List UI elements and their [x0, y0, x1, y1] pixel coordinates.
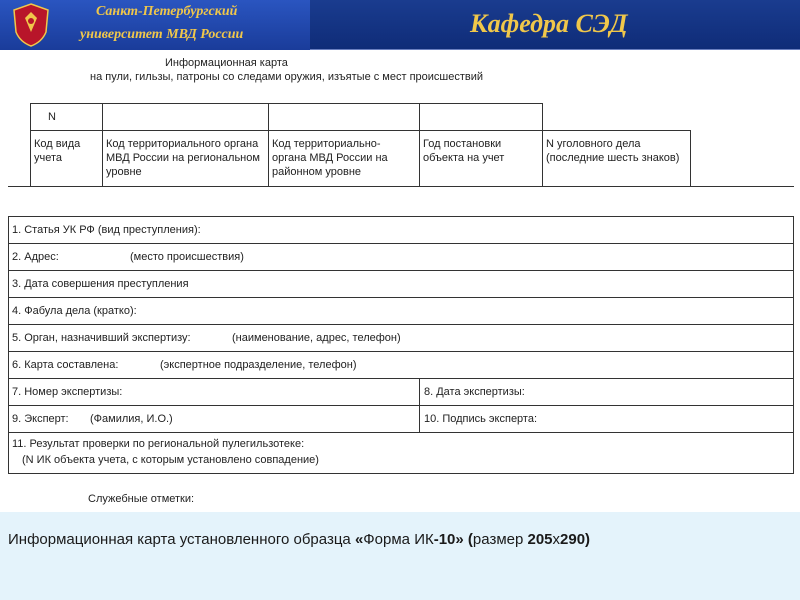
field-expert-hint: (Фамилия, И.О.)	[90, 413, 173, 425]
university-name-line1: Санкт-Петербургский	[96, 4, 238, 19]
caption-size-x: х	[552, 531, 561, 548]
caption-form-name: Форма ИК	[363, 531, 434, 548]
col-case-number: N уголовного дела (последние шесть знаков)	[546, 138, 680, 164]
caption-form-number: -10	[433, 531, 456, 548]
field-address-hint: (место происшествия)	[130, 251, 244, 263]
university-name-line2: университет МВД России	[80, 27, 244, 42]
field-check-result-hint: (N ИК объекта учета, с которым установлено совпадение)	[22, 454, 319, 466]
col-registration-year: Год постановки объекта на учет	[423, 138, 505, 164]
field-expert-signature: 10. Подпись эксперта:	[424, 413, 538, 425]
field-criminal-article: 1. Статья УК РФ (вид преступления):	[12, 224, 201, 236]
department-title: Кафедра СЭД	[470, 9, 628, 38]
form-title: Информационная карта	[165, 57, 288, 69]
field-appointing-body-hint: (наименование, адрес, телефон)	[232, 332, 401, 344]
header-banner	[0, 0, 800, 50]
form-subtitle: на пули, гильзы, патроны со следами оружия, изъятые с мест происшествий	[90, 71, 484, 83]
field-card-compiled-label: 6. Карта составлена:	[12, 359, 119, 371]
field-expertise-date: 8. Дата экспертизы:	[424, 386, 525, 398]
caption-prefix: Информационная карта установленного образца	[8, 531, 355, 548]
field-crime-date: 3. Дата совершения преступления	[12, 278, 189, 290]
field-check-result: 11. Результат проверки по региональной пулегильзотеке:	[12, 438, 305, 450]
field-card-compiled-hint: (экспертное подразделение, телефон)	[160, 359, 357, 371]
university-block	[0, 0, 310, 50]
caption-text	[8, 531, 590, 548]
caption-size-word: размер	[472, 531, 528, 548]
caption-open-quote: «	[354, 531, 364, 548]
field-expert-label: 9. Эксперт:	[12, 413, 69, 425]
caption-close-paren: )	[585, 531, 591, 548]
field-appointing-body-label: 5. Орган, назначивший экспертизу:	[12, 332, 191, 344]
police-emblem-icon	[10, 2, 52, 48]
field-address-label: 2. Адрес:	[12, 251, 59, 263]
service-marks: Служебные отметки:	[88, 493, 195, 505]
caption-size-width: 205	[527, 531, 553, 548]
col-regional-code: Код территориального органа МВД России на региональном уровне	[106, 138, 260, 178]
col-district-code: Код территориально- органа МВД России на районном уровне	[272, 138, 388, 178]
field-case-summary: 4. Фабула дела (кратко):	[12, 305, 137, 317]
caption-panel	[0, 512, 800, 600]
caption-size-height: 290	[560, 531, 586, 548]
col-account-type: Код вида учета	[34, 138, 81, 164]
number-label: N	[48, 111, 56, 123]
caption-close-quote: »	[455, 531, 464, 548]
caption-open-paren: (	[463, 531, 473, 548]
field-expertise-number: 7. Номер экспертизы:	[12, 386, 123, 398]
